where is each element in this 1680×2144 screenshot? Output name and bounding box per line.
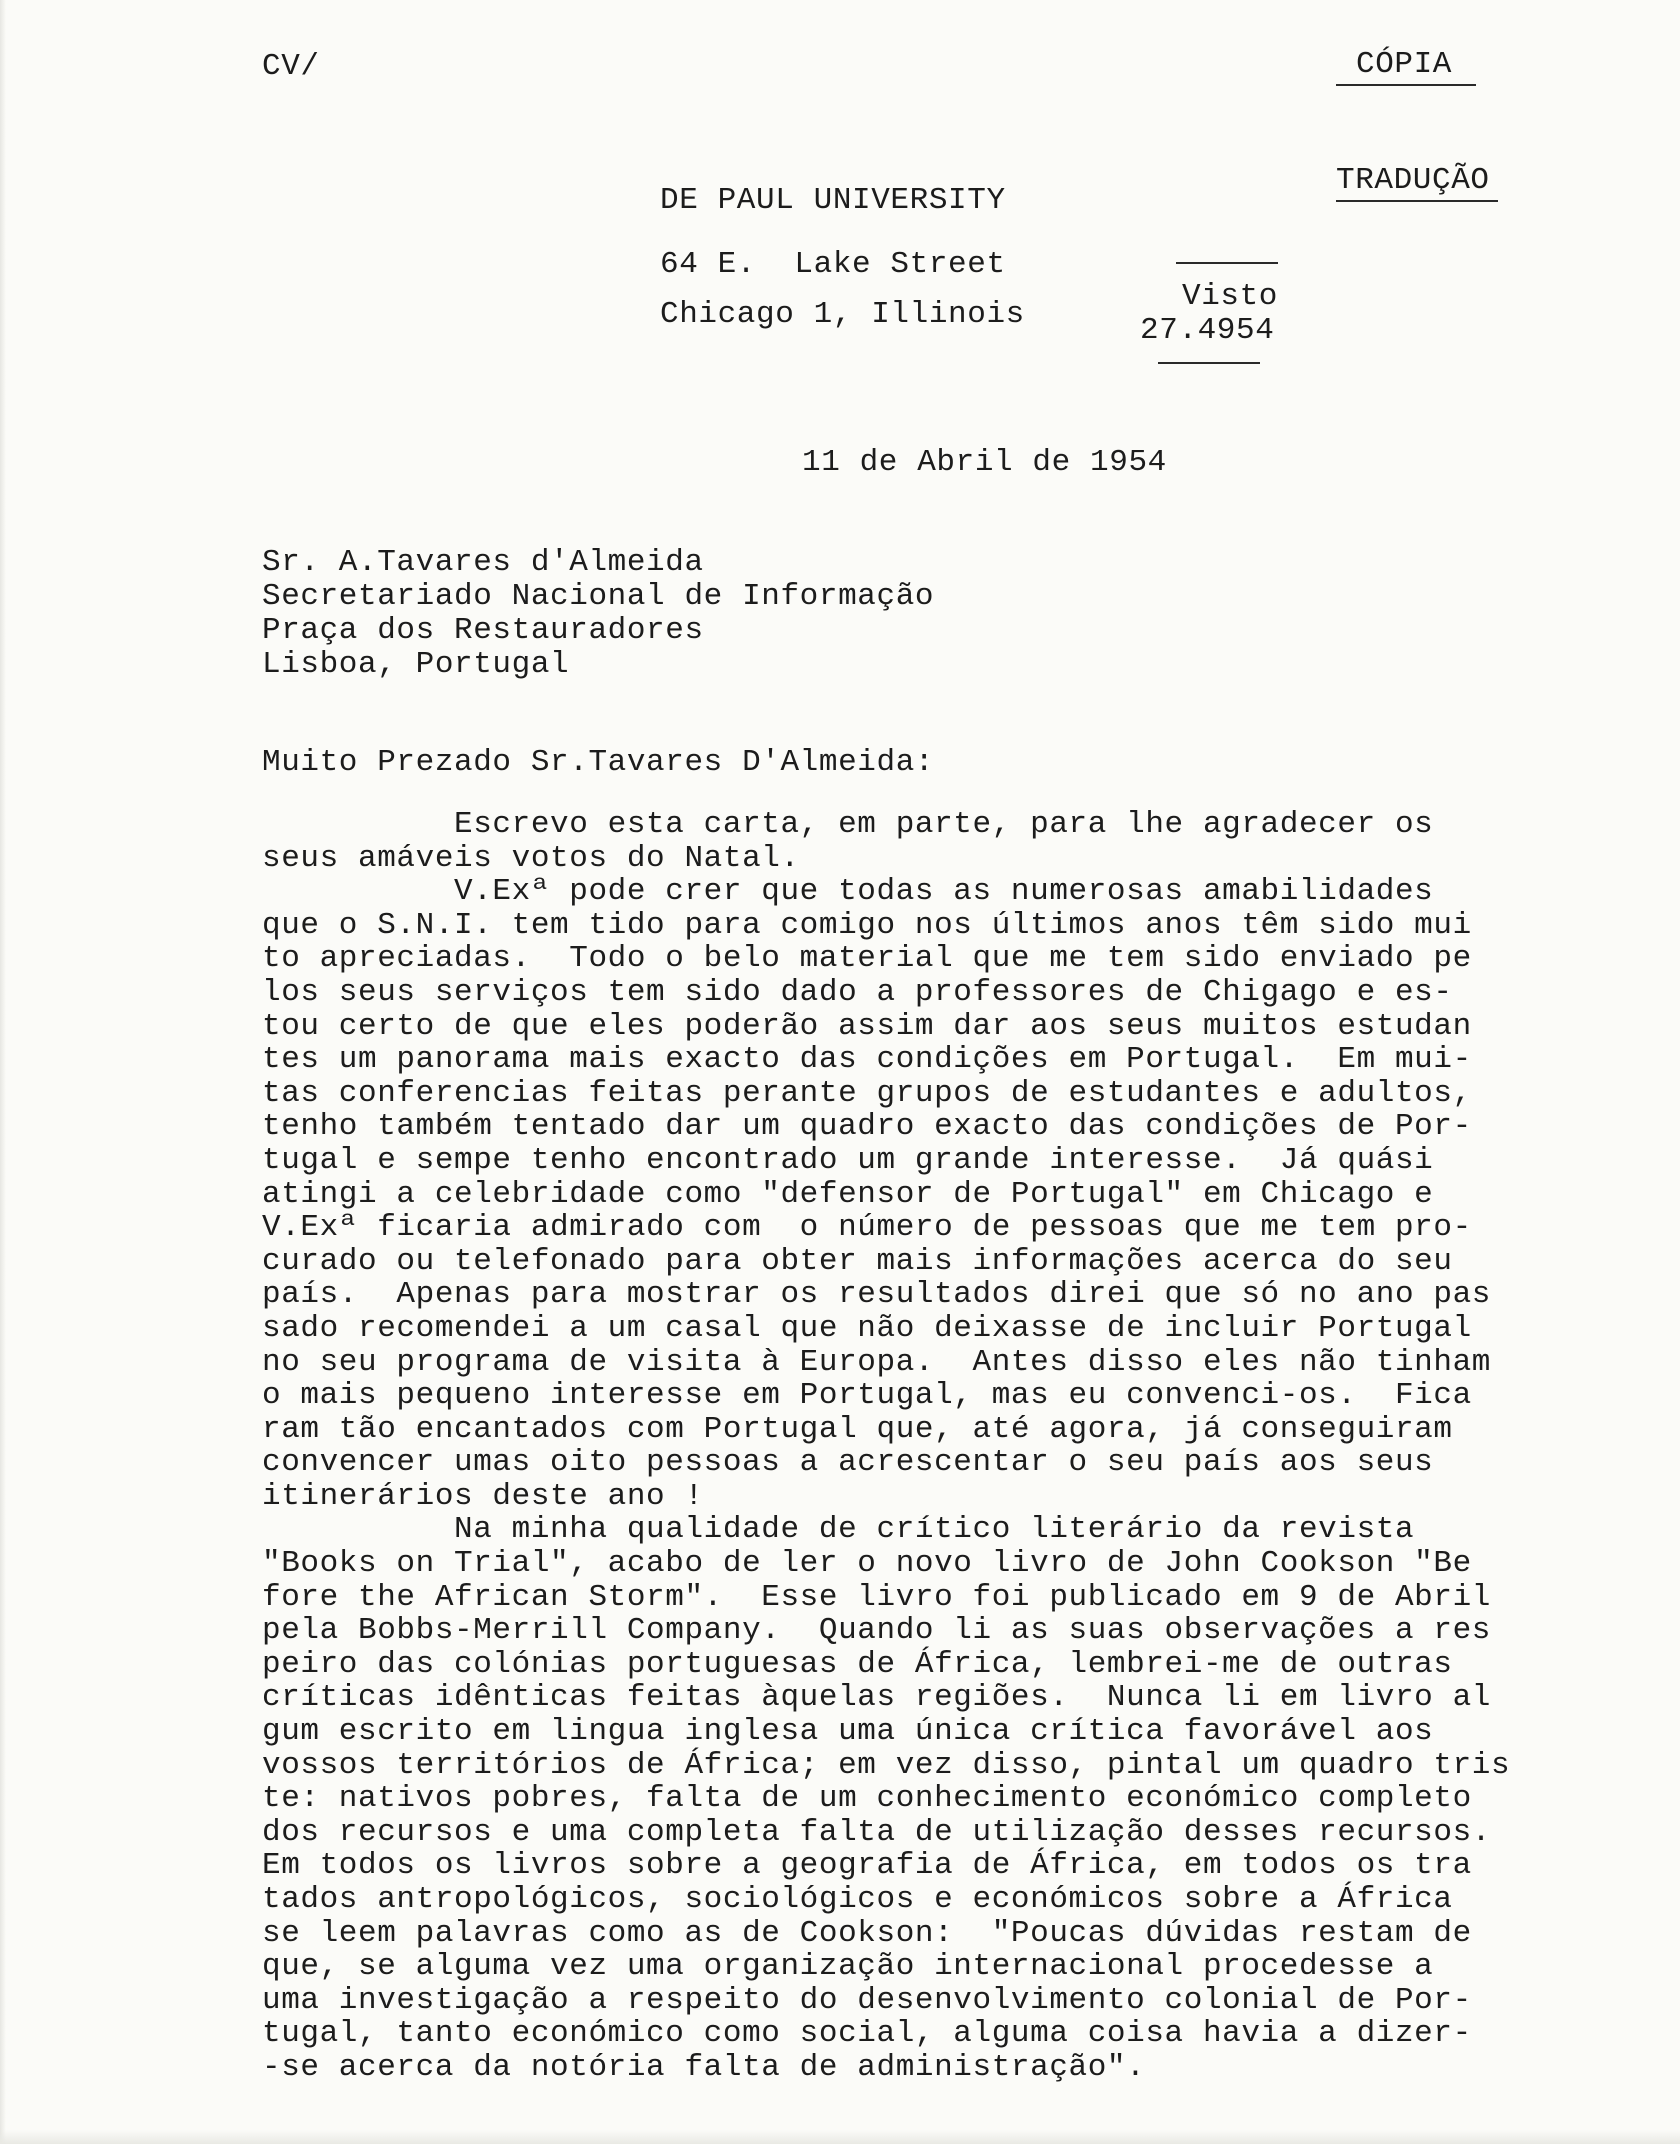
body-line: te: nativos pobres, falta de um conhecimento económico completo (262, 1781, 1472, 1817)
sender-city: Chicago 1, Illinois (660, 297, 1025, 332)
body-line: uma investigação a respeito do desenvolvimento colonial de Por- (262, 1982, 1472, 2018)
body-line: tados antropológicos, sociológicos e económicos sobre a África (262, 1882, 1453, 1917)
copy-label: CÓPIA (1356, 47, 1453, 82)
body-line: pela Bobbs-Merrill Company. Quando li as suas observações a res (262, 1613, 1491, 1649)
body-line: críticas idênticas feitas àquelas regiões. Nunca li em livro al (262, 1680, 1491, 1716)
body-line: Em todos os livros sobre a geografia de África, em todos os tra (262, 1848, 1472, 1884)
letter-date: 11 de Abril de 1954 (802, 445, 1167, 480)
body-line: no seu programa de visita à Europa. Antes disso eles não tinham (262, 1344, 1491, 1380)
body-line: ram tão encantados com Portugal que, até agora, já conseguiram (262, 1411, 1453, 1447)
visto-date: 27.4954 (1140, 313, 1275, 348)
body-line: que, se alguma vez uma organização internacional procedesse a (262, 1949, 1434, 1985)
body-line: tou certo de que eles poderão assim dar aos seus muitos estudan (262, 1008, 1472, 1044)
body-line: gum escrito em lingua inglesa uma única crítica favorável aos (262, 1714, 1434, 1750)
body-line: itinerários deste ano ! (262, 1478, 704, 1514)
copy-underline (1336, 84, 1476, 86)
body-line: dos recursos e uma completa falta de utilização desses recursos. (262, 1814, 1491, 1850)
body-line: Na minha qualidade de crítico literário da revista (262, 1512, 1415, 1548)
body-line: que o S.N.I. tem tido para comigo nos últimos anos têm sido mui (262, 907, 1472, 943)
body-line: tes um panorama mais exacto das condições em Portugal. Em mui- (262, 1042, 1472, 1078)
visto-label: Visto (1182, 279, 1279, 314)
body-line: Escrevo esta carta, em parte, para lhe agradecer os (262, 807, 1434, 842)
body-line: los seus serviços tem sido dado a professores de Chigago e es- (262, 974, 1453, 1010)
body-line: tas conferencias feitas perante grupos de estudantes e adultos, (262, 1075, 1472, 1111)
reference-mark: CV/ (262, 49, 320, 84)
salutation: Muito Prezado Sr.Tavares D'Almeida: (262, 745, 935, 780)
translation-underline (1336, 200, 1498, 202)
body-line: V.Exª pode crer que todas as numerosas amabilidades (262, 874, 1434, 910)
body-line: curado ou telefonado para obter mais informações acerca do seu (262, 1243, 1453, 1279)
recipient-line: Lisboa, Portugal (262, 647, 570, 682)
recipient-line: Sr. A.Tavares d'Almeida (262, 545, 704, 580)
body-line: convencer umas oito pessoas a acrescentar o seu país aos seus (262, 1445, 1434, 1481)
body-line: V.Exª ficaria admirado com o número de pessoas que me tem pro- (262, 1210, 1472, 1246)
body-line: se leem palavras como as de Cookson: "Poucas dúvidas restam de (262, 1915, 1472, 1951)
body-line: fore the African Storm". Esse livro foi publicado em 9 de Abril (262, 1579, 1491, 1615)
body-line: vossos territórios de África; em vez disso, pintal um quadro tris (262, 1747, 1511, 1783)
body-line: sado recomendei a um casal que não deixasse de incluir Portugal (262, 1310, 1472, 1346)
body-line: "Books on Trial", acabo de ler o novo livro de John Cookson "Be (262, 1546, 1472, 1582)
body-line: atingi a celebridade como "defensor de Portugal" em Chicago e (262, 1176, 1434, 1212)
body-line: tugal e sempe tenho encontrado um grande interesse. Já quási (262, 1142, 1434, 1178)
body-line: peiro das colónias portuguesas de África, lembrei-me de outras (262, 1646, 1453, 1682)
sender-street: 64 E. Lake Street (660, 247, 1006, 282)
body-line: tenho também tentado dar um quadro exacto das condições de Por- (262, 1109, 1472, 1145)
body-line: o mais pequeno interesse em Portugal, mas eu convenci-os. Fica (262, 1378, 1472, 1414)
scan-edge (0, 2130, 1680, 2144)
visto-rule-top (1176, 262, 1278, 264)
visto-rule-bottom (1158, 362, 1260, 364)
letter-body (262, 808, 1542, 2085)
recipient-line: Praça dos Restauradores (262, 613, 704, 648)
body-line: to apreciadas. Todo o belo material que me tem sido enviado pe (262, 941, 1472, 977)
scan-edge (0, 0, 6, 2144)
translation-label: TRADUÇÃO (1336, 163, 1490, 198)
body-line: -se acerca da notória falta de administração". (262, 2049, 1146, 2085)
sender-name: DE PAUL UNIVERSITY (660, 183, 1006, 218)
body-line: país. Apenas para mostrar os resultados direi que só no ano pas (262, 1277, 1491, 1313)
recipient-line: Secretariado Nacional de Informação (262, 579, 935, 614)
body-line: tugal, tanto económico como social, alguma coisa havia a dizer- (262, 2016, 1472, 2052)
body-line: seus amáveis votos do Natal. (262, 840, 800, 876)
